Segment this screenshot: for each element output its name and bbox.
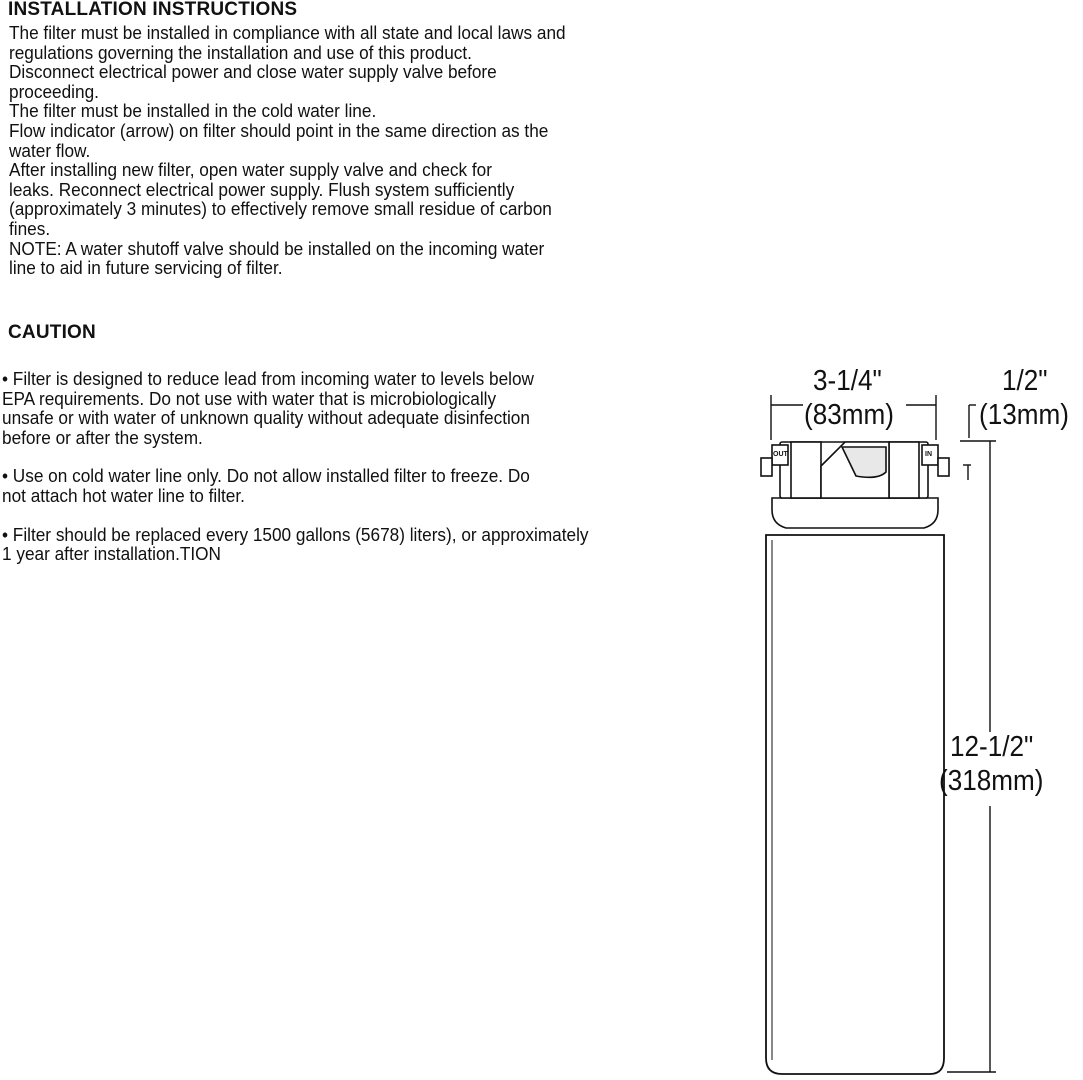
port-in-label: IN (925, 451, 932, 458)
instruction-paragraph: NOTE: A water shutoff valve should be installed on the incoming water line to aid in future servicing of filter. (9, 237, 545, 279)
installation-heading: INSTALLATION INSTRUCTIONS (8, 0, 298, 20)
instruction-paragraph: The filter must be installed in compliance with all state and local laws and regulations governing the installation and use of this product. (9, 22, 566, 63)
caution-heading: CAUTION (8, 322, 96, 343)
head-right-block (889, 442, 919, 498)
height-metric-label: (318mm) (939, 765, 1044, 797)
installation-instructions (9, 23, 614, 278)
inlet-fitting (938, 458, 949, 476)
outlet-fitting (761, 458, 772, 476)
caution-list (2, 369, 672, 583)
caution-bullet: • Filter is designed to reduce lead from incoming water to levels below EPA requirements. Do not use with water that is microbiologically unsafe or with water of unknown quality without adequate disinfection before or after the system. (2, 368, 534, 448)
width-inch-label: 3-1/4" (813, 365, 882, 397)
caution-bullet: • Filter should be replaced every 1500 gallons (5678) liters), or approximately 1 year after installation.TION (2, 523, 589, 565)
head-left-block (791, 442, 821, 498)
instruction-paragraph: After installing new filter, open water supply valve and check for leaks. Reconnect electrical power supply. Flush system sufficiently (approximately 3 minutes) to effectively remove small residue of carbon fines. (9, 159, 552, 239)
head-collar (772, 498, 938, 528)
port-out-label: OUT (773, 451, 788, 458)
height-inch-label: 12-1/2" (950, 731, 1034, 763)
offset-metric-label: (13mm) (979, 399, 1069, 431)
instruction-paragraph: Disconnect electrical power and close water supply valve before proceeding. (9, 61, 497, 102)
filter-drawing (740, 360, 1083, 1080)
offset-inch-label: 1/2" (1002, 365, 1048, 397)
instruction-paragraph: Flow indicator (arrow) on filter should point in the same direction as the water flow. (9, 119, 549, 161)
filter-dimension-diagram (740, 360, 1083, 1080)
filter-cartridge (766, 535, 944, 1074)
caution-bullet: • Use on cold water line only. Do not allow installed filter to freeze. Do not attach hot water line to filter. (2, 465, 530, 506)
instruction-paragraph: The filter must be installed in the cold water line. (9, 100, 377, 122)
width-metric-label: (83mm) (804, 399, 894, 431)
